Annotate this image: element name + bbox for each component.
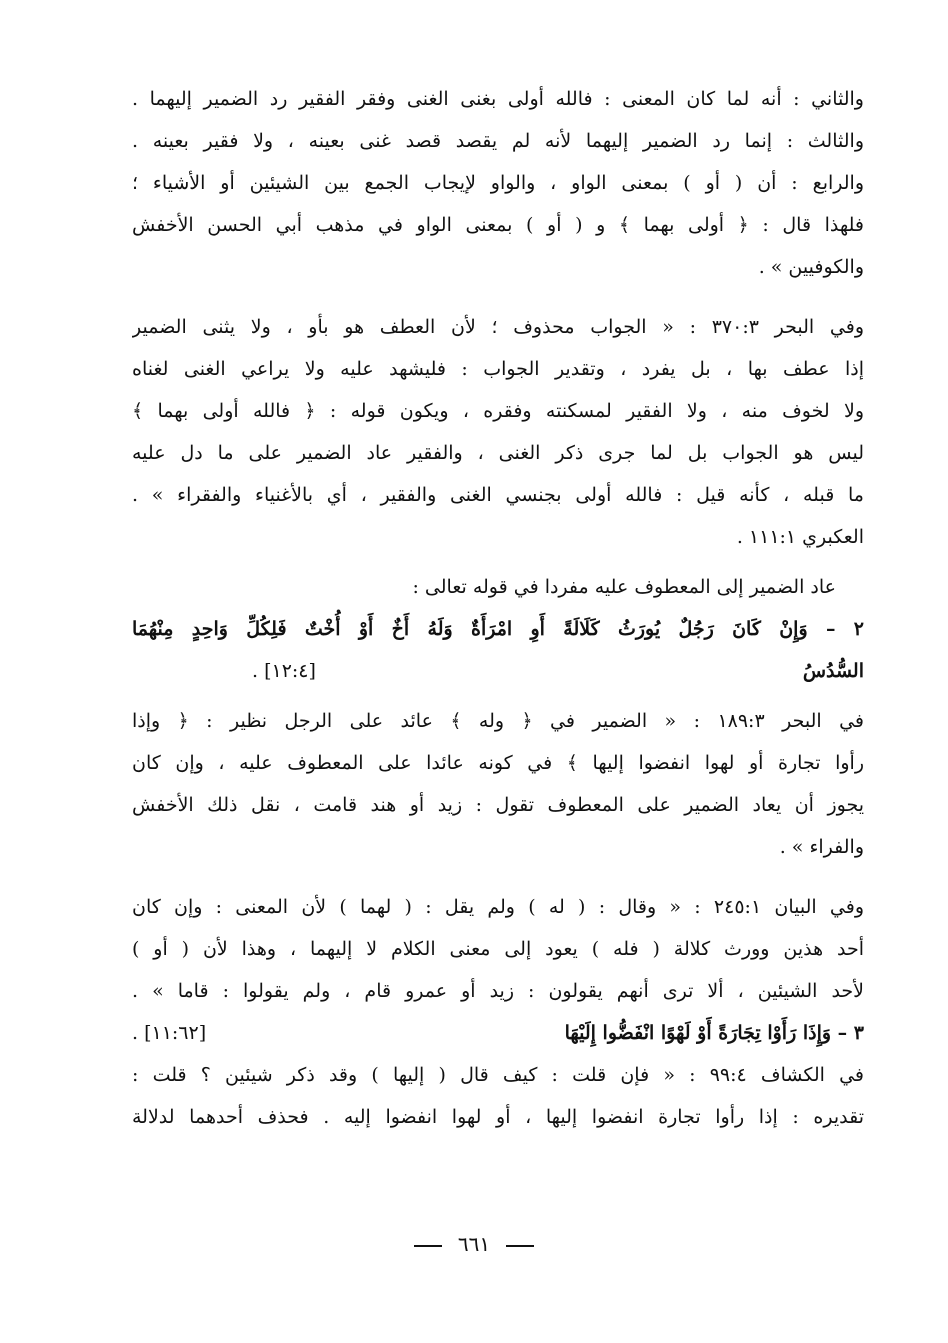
page-number: ٦٦١ [457, 1232, 491, 1256]
text-line: والرابع : أن ( أو ) بمعنى الواو ، والواو لإيجاب الجمع بين الشيئين أو الأشياء ؛ [132, 172, 864, 194]
text-line: والثاني : أنه لما كان المعنى : فالله أولى بغنى الغنى وفقر الفقير رد الضمير إليهما . [132, 88, 864, 110]
paragraph-6 [132, 1054, 864, 1138]
text-line: إذا عطف بها ، بل يفرد ، وتقدير الجواب : فليشهد عليه ولا يراعي الغنى لغناه [132, 358, 864, 380]
text-line: وفي البيان ٢٤٥:١ : « وقال : ( له ) ولم يقل : ( لهما ) لأن المعنى : وإن كان [132, 896, 864, 918]
page-body [132, 78, 864, 1138]
verse-reference-row [132, 1012, 864, 1054]
quran-verse-line: ٣ – وَإِذَا رَأَوْا تِجَارَةً أَوْ لَهْوًا انْفَضُّوا إِلَيْهَا [564, 1022, 864, 1044]
paragraph-3 [132, 566, 864, 692]
text-line: ولا لخوف منه ، ولا الفقير لمسكنته وفقره ، ويكون قوله : ﴿ فالله أولى بهما ﴾ [132, 400, 864, 422]
paragraph-gap [132, 868, 864, 886]
text-line: ما قبله ، كأنه قيل : فالله أولى بجنسي الغنى والفقير ، أي بالأغنياء والفقراء » . [132, 484, 864, 506]
text-line: والثالث : إنما رد الضمير إليهما لأنه لم يقصد قصد غنى بعينه ، ولا فقير بعينه . [132, 130, 864, 152]
verse-reference-row [132, 650, 864, 692]
quran-verse-line: ٢ – وَإِنْ كَانَ رَجُلٌ يُورَثُ كَلَالَةً أَوِ امْرَأَةٌ وَلَهُ أَخٌ أَوْ أُخْتٌ فَلِكُلِّ وَاحِدٍ مِنْهُمَا [132, 618, 864, 640]
text-line: ليس هو الجواب بل لما جرى ذكر الغنى ، والفقير عاد الضمير على ما دل عليه [132, 442, 864, 464]
text-line: والفراء » . [779, 836, 864, 858]
paragraph-gap [132, 692, 864, 700]
paragraph-gap [132, 558, 864, 566]
text-line: أحد هذين وورث كلالة ( فله ) يعود إلى معنى الكلام لا إليهما ، وهذا لأن ( أو ) [132, 938, 864, 960]
text-line: في البحر ١٨٩:٣ : « الضمير في ﴿ وله ﴾ عائد على الرجل نظير : ﴿ وإذا [132, 710, 864, 732]
text-line: العكبري ١١١:١ . [736, 526, 864, 548]
quran-verse-end: السُّدُسُ [802, 660, 864, 682]
verse-reference: [١٢:٤] . [252, 660, 316, 682]
footer-dash [506, 1245, 534, 1247]
text-line: رأوا تجارة أو لهوا انفضوا إليها ﴾ في كونه عائدا على المعطوف عليه ، وإن كان [132, 752, 864, 774]
paragraph-4 [132, 700, 864, 868]
paragraph-2 [132, 306, 864, 558]
paragraph-1 [132, 78, 864, 288]
text-line: يجوز أن يعاد الضمير على المعطوف تقول : زيد أو هند قامت ، نقل ذلك الأخفش [132, 794, 864, 816]
paragraph-5 [132, 886, 864, 1054]
footer-dash [414, 1245, 442, 1247]
paragraph-gap [132, 288, 864, 306]
text-line: عاد الضمير إلى المعطوف عليه مفردا في قوله تعالى : [412, 576, 836, 598]
text-line: تقديره : إذا رأوا تجارة انفضوا إليها ، أو لهوا انفضوا إليه . فحذف أحدهما لدلالة [132, 1106, 864, 1128]
text-line: في الكشاف ٩٩:٤ : « فإن قلت : كيف قال ( إليها ) وقد ذكر شيئين ؟ قلت : [132, 1064, 864, 1086]
text-line: والكوفيين » . [758, 256, 864, 278]
text-line: فلهذا قال : ﴿ أولى بهما ﴾ و ( أو ) بمعنى الواو في مذهب أبي الحسن الأخفش [132, 214, 864, 236]
text-line: لأحد الشيئين ، ألا ترى أنهم يقولون : زيد أو عمرو قام ، ولم يقولوا : قاما » . [132, 980, 864, 1002]
page-footer [0, 1232, 948, 1256]
text-line: وفي البحر ٣٧٠:٣ : « الجواب محذوف ؛ لأن العطف هو بأو ، ولا يثنى الضمير [132, 316, 864, 338]
verse-reference: [١١:٦٢] . [132, 1022, 207, 1044]
